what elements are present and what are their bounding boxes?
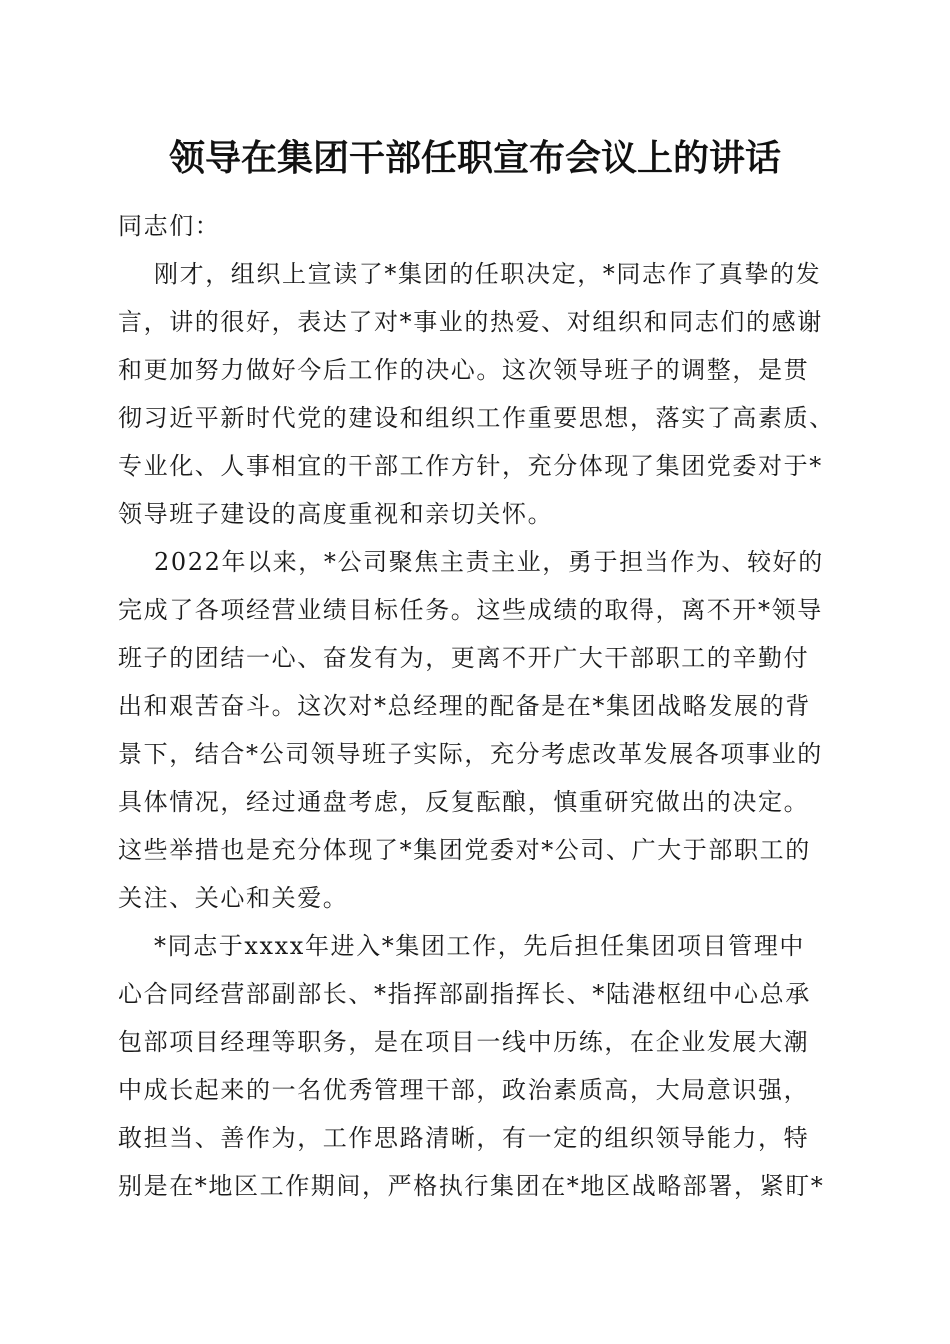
- paragraph-line: 言，讲的很好，表达了对*事业的热爱、对组织和同志们的感谢: [118, 308, 823, 336]
- paragraph-line: 出和艰苦奋斗。这次对*总经理的配备是在*集团战略发展的背: [118, 692, 811, 720]
- paragraph-line: 这些举措也是充分体现了*集团党委对*公司、广大于部职工的: [118, 836, 811, 864]
- paragraph-line: 专业化、人事相宜的干部工作方针，充分体现了集团党委对于*: [118, 452, 823, 480]
- document-title: 领导在集团干部任职宣布会议上的讲话: [168, 137, 781, 179]
- paragraph-line: 景下，结合*公司领导班子实际，充分考虑改革发展各项事业的: [118, 740, 823, 768]
- paragraph-line: 领导班子建设的高度重视和亲切关怀。: [118, 500, 554, 528]
- paragraph-line: 2022年以来，*公司聚焦主责主业，勇于担当作为、较好的: [154, 548, 824, 576]
- paragraph-line: 关注、关心和关爱。: [118, 884, 349, 912]
- document-body: [118, 202, 835, 1210]
- paragraph-line: 班子的团结一心、奋发有为，更离不开广大干部职工的辛勤付: [118, 644, 810, 672]
- paragraph-line: 敢担当、善作为，工作思路清晰，有一定的组织领导能力，特: [118, 1124, 810, 1152]
- paragraph-line: 和更加努力做好今后工作的决心。这次领导班子的调整，是贯: [118, 356, 810, 384]
- greeting-line: 同志们：: [118, 212, 221, 240]
- paragraph-line: 别是在*地区工作期间，严格执行集团在*地区战略部署，紧盯*: [118, 1172, 825, 1200]
- paragraph-line: 心合同经营部副部长、*指挥部副指挥长、*陆港枢纽中心总承: [118, 980, 811, 1008]
- paragraph-line: 中成长起来的一名优秀管理干部，政治素质高，大局意识强，: [118, 1076, 810, 1104]
- paragraph-line: 刚才，组织上宣读了*集团的任职决定，*同志作了真挚的发: [154, 260, 822, 288]
- paragraph-line: 完成了各项经营业绩目标任务。这些成绩的取得，离不开*领导: [118, 596, 823, 624]
- paragraph-line: 具体情况，经过通盘考虑，反复酝酿，慎重研究做出的决定。: [118, 788, 810, 816]
- paragraph-line: 包部项目经理等职务，是在项目一线中历练，在企业发展大潮: [118, 1028, 810, 1056]
- paragraph-line: 彻习近平新时代党的建设和组织工作重要思想，落实了高素质、: [118, 404, 835, 432]
- paragraph-line: *同志于xxxx年进入*集团工作，先后担任集团项目管理中: [154, 932, 805, 960]
